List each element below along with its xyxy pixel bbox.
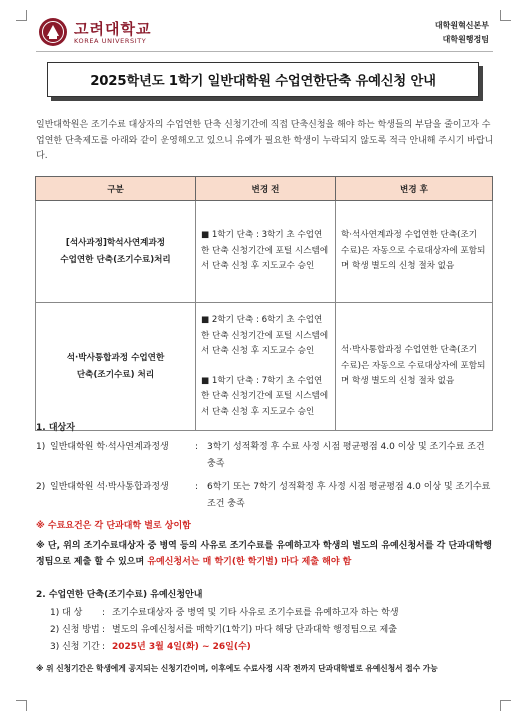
note-1: ※ 수료요건은 각 단과대학 별로 상이함	[36, 521, 191, 531]
item-label: 일반대학원 학·석사연계과정생	[50, 442, 169, 452]
before-item: ■ 2학기 단축 : 6학기 초 수업연한 단축 신청기간에 포털 시스템에서 단축 신청 후 지도교수 승인	[201, 315, 329, 356]
corner-mark	[16, 700, 27, 711]
corner-mark	[16, 10, 27, 21]
application-period: 2025년 3월 4일(화) ~ 26일(수)	[112, 642, 251, 652]
section-heading: 1. 대상자	[36, 423, 75, 433]
dept-line-2: 대학원행정팀	[442, 35, 489, 44]
item-text: 6학기 또는 7학기 성적확정 후 사정 시점 평균평점 4.0 이상 및 조기수료 조건 충족	[207, 482, 491, 509]
table-header-category: 구분	[36, 177, 196, 201]
table-header-before: 변경 전	[196, 177, 336, 201]
row-before	[196, 201, 336, 303]
table-header-after: 변경 후	[336, 177, 493, 201]
category-line: 수업연한 단축(조기수료)처리	[60, 254, 171, 265]
item-colon: :	[102, 625, 106, 635]
university-emblem-icon	[38, 17, 68, 47]
item-colon: :	[195, 482, 199, 492]
item-colon: :	[195, 442, 199, 452]
row-category	[36, 201, 196, 303]
row-before	[196, 303, 336, 431]
note-2-highlight: 유예신청서는 매 학기(한 학기별) 마다 제출 해야 함	[147, 557, 352, 567]
section-heading: 2. 수업연한 단축(조기수료) 유예신청안내	[36, 590, 203, 600]
logo-korean-text: 고려대학교	[74, 20, 152, 38]
category-line: 단축(조기수료) 처리	[76, 369, 155, 380]
item-key: 3) 신청 기간	[50, 642, 100, 652]
before-item: ■ 1학기 단축 : 7학기 초 수업연한 단축 신청기간에 포털 시스템에서 단축 신청 후 지도교수 승인	[201, 375, 329, 417]
change-table	[35, 176, 493, 431]
list-item	[36, 605, 496, 622]
row-after: 석·박사통합과정 수업연한 단축(조기 수료)은 자동으로 수료대상자에 포함되며 학생 별도의 신청 절차 없음	[336, 303, 493, 431]
department-label	[435, 19, 489, 47]
item-text: 조기수료대상자 중 병역 및 기타 사유로 조기수료를 유예하고자 하는 학생	[112, 608, 399, 618]
item-text: 3학기 성적확정 후 수료 사정 시점 평균평점 4.0 이상 및 조기수료 조건 충족	[207, 442, 485, 469]
page-title: 2025학년도 1학기 일반대학원 수업연한단축 유예신청 안내	[90, 74, 436, 89]
footnote: ※ 위 신청기간은 학생에게 공지되는 신청기간이며, 이후에도 수료사정 시작 전까지 단과대학별로 유예신청서 접수 가능	[36, 664, 438, 673]
item-label: 일반대학원 석·박사통합과정생	[50, 482, 169, 492]
corner-mark	[500, 10, 511, 21]
item-colon: :	[102, 608, 106, 618]
university-logo	[38, 17, 178, 49]
item-key: 1) 대 상	[50, 608, 83, 618]
corner-mark	[500, 700, 511, 711]
item-number: 2)	[36, 482, 46, 492]
row-after: 학·석사연계과정 수업연한 단축(조기 수료)은 자동으로 수료대상자에 포함되며 학생 별도의 신청 절차 없음	[336, 201, 493, 303]
notes-block	[36, 518, 496, 571]
before-item: ■ 1학기 단축 : 3학기 초 수업연한 단축 신청기간에 포털 시스템에서 단축 신청 후 지도교수 승인	[201, 230, 329, 272]
category-line: 석·박사통합과정 수업연한	[66, 352, 165, 363]
list-item	[36, 622, 496, 639]
item-number: 1)	[36, 442, 46, 452]
section-eligibility	[36, 418, 496, 513]
item-text: 별도의 유예신청서를 매학기(1학기) 마다 해당 단과대학 행정팀으로 제출	[112, 625, 397, 635]
note-2	[36, 538, 496, 571]
table-row	[36, 303, 493, 431]
item-colon: :	[102, 642, 106, 652]
dept-line-1: 대학원혁신본부	[434, 21, 489, 30]
table-row	[36, 201, 493, 303]
list-item	[36, 479, 496, 513]
section-application	[36, 585, 496, 656]
category-line: [석사과정]학석사연계과정	[65, 237, 166, 248]
note-2-text: ※ 단, 위의 조기수료대상자 중 병역 등의 사유로 조기수료를 유예하고자 학생의 별도의 유예신청서를 각 단과대학행정팀으로 제출 할 수 있으며	[36, 540, 492, 567]
row-category	[36, 303, 196, 431]
intro-paragraph: 일반대학원은 조기수료 대상자의 수업연한 단축 신청기간에 직접 단축신청을 해야 하는 학생들의 부담을 줄이고자 수업연한 단축제도를 아래와 같이 운영해오고 있으니 유예가 필요한 학생이 누락되지 않도록 적극 안내해 주시기 바랍니다.	[36, 120, 494, 161]
list-item	[36, 639, 496, 656]
list-item	[36, 439, 496, 473]
header-divider	[36, 51, 493, 52]
title-box	[47, 62, 479, 97]
logo-english-text: KOREA UNIVERSITY	[74, 37, 147, 45]
item-key: 2) 신청 방법	[50, 625, 100, 635]
